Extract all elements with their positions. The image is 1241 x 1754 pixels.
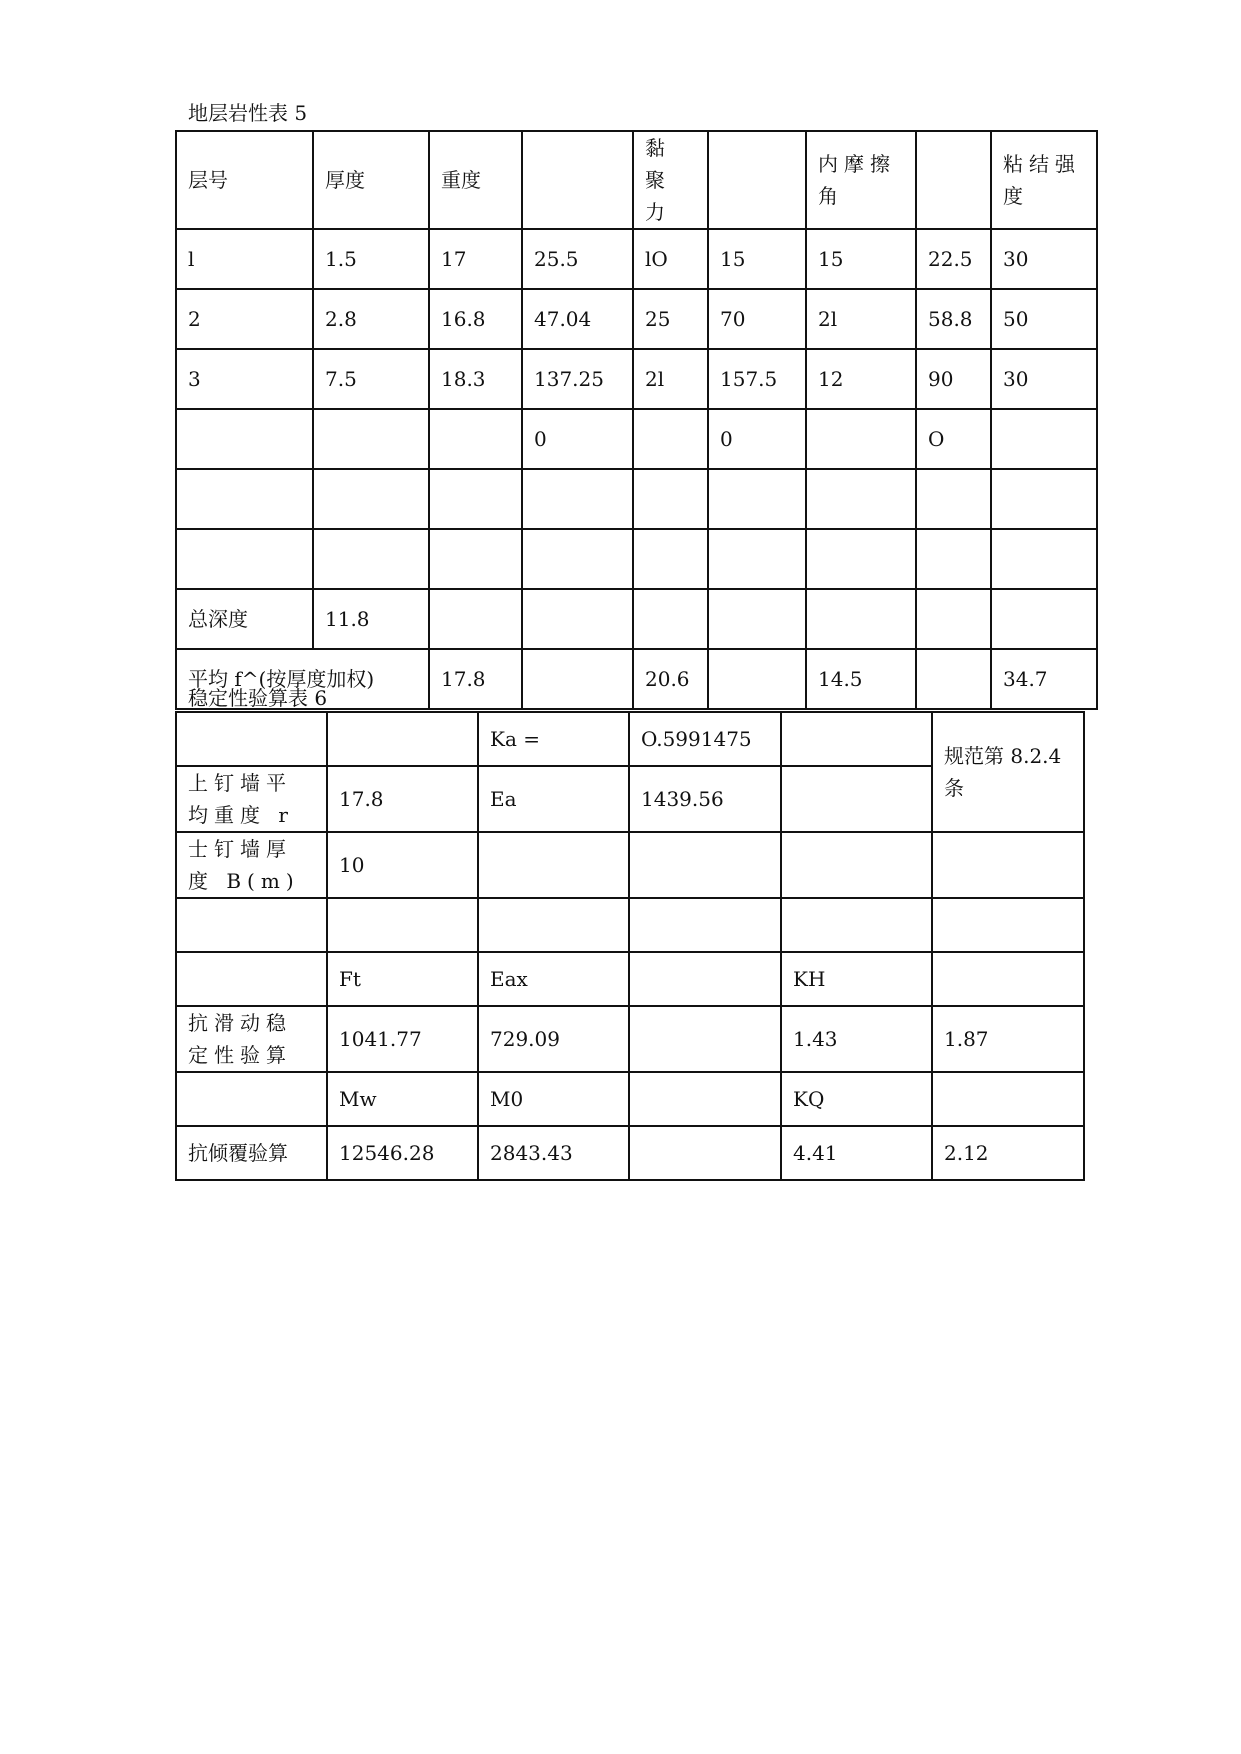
table-cell: 15 (708, 229, 806, 289)
table-cell: 3 (176, 349, 313, 409)
table-row (176, 832, 1084, 898)
table-cell: 30 (991, 349, 1097, 409)
header-cell: 黏聚力 (633, 131, 708, 229)
table-cell: 157.5 (708, 349, 806, 409)
table-cell (932, 1072, 1084, 1126)
table-cell (633, 469, 708, 529)
table-cell (429, 469, 522, 529)
table-cell: 22.5 (916, 229, 991, 289)
table-cell: 18.3 (429, 349, 522, 409)
table-cell (806, 589, 916, 649)
table-cell (633, 529, 708, 589)
header-cell (522, 131, 633, 229)
table-cell: 7.5 (313, 349, 429, 409)
table-cell: KQ (781, 1072, 932, 1126)
table-cell: 总深度 (176, 589, 313, 649)
table-cell: 4.41 (781, 1126, 932, 1180)
table-cell (478, 832, 629, 898)
header-cell: 内摩擦角 (806, 131, 916, 229)
table-row (176, 229, 1097, 289)
table-cell (708, 529, 806, 589)
table-cell: 抗倾覆验算 (176, 1126, 327, 1180)
table-cell: 12546.28 (327, 1126, 478, 1180)
table-cell: 729.09 (478, 1006, 629, 1072)
table-cell (429, 529, 522, 589)
table-cell: O (916, 409, 991, 469)
table-cell: Ft (327, 952, 478, 1006)
table-cell (313, 409, 429, 469)
table-cell: 2l (633, 349, 708, 409)
table-cell (478, 898, 629, 952)
table-cell: 70 (708, 289, 806, 349)
table-cell (916, 529, 991, 589)
table-cell (932, 952, 1084, 1006)
table-cell (313, 469, 429, 529)
table-cell (781, 898, 932, 952)
table-cell: Eax (478, 952, 629, 1006)
table-cell (629, 952, 781, 1006)
table-cell (429, 409, 522, 469)
table-row (176, 1006, 1084, 1072)
table-cell: 14.5 (806, 649, 916, 709)
table-cell (991, 589, 1097, 649)
table-row (176, 469, 1097, 529)
table-cell (708, 469, 806, 529)
table-cell: 30 (991, 229, 1097, 289)
table-cell: 34.7 (991, 649, 1097, 709)
table-cell: 2.12 (932, 1126, 1084, 1180)
table-cell (991, 469, 1097, 529)
table-cell (781, 766, 932, 832)
table-cell: 2l (806, 289, 916, 349)
table-cell: Ka = (478, 712, 629, 766)
table-cell (313, 529, 429, 589)
table-cell: 抗滑动稳定性验算 (176, 1006, 327, 1072)
header-cell: 粘结强度 (991, 131, 1097, 229)
table-row (176, 529, 1097, 589)
table-cell (176, 1072, 327, 1126)
table-cell (176, 712, 327, 766)
table-cell: 士钉墙厚度 B(m) (176, 832, 327, 898)
table-cell: Mw (327, 1072, 478, 1126)
table-cell (932, 898, 1084, 952)
table-cell: l (176, 229, 313, 289)
table-cell: 17.8 (327, 766, 478, 832)
table-cell (629, 1006, 781, 1072)
total-depth-row (176, 589, 1097, 649)
table-cell: 2843.43 (478, 1126, 629, 1180)
header-cell: 层号 (176, 131, 313, 229)
table-cell (916, 649, 991, 709)
table-cell (781, 832, 932, 898)
table-cell (176, 469, 313, 529)
header-cell: 厚度 (313, 131, 429, 229)
table-cell (429, 589, 522, 649)
table-cell: 1.5 (313, 229, 429, 289)
table-cell: 上钉墙平均重度 r (176, 766, 327, 832)
table-cell (781, 712, 932, 766)
table-cell (522, 589, 633, 649)
code-reference-note: 规范第 8.2.4 条 (932, 712, 1084, 832)
table-cell (522, 649, 633, 709)
table-cell: 15 (806, 229, 916, 289)
table-cell (629, 1126, 781, 1180)
table-cell: 16.8 (429, 289, 522, 349)
table-cell: 1041.77 (327, 1006, 478, 1072)
table-cell: 17.8 (429, 649, 522, 709)
table-cell (327, 712, 478, 766)
table-cell (806, 469, 916, 529)
table-cell (991, 529, 1097, 589)
table-cell (629, 1072, 781, 1126)
strata-lithology-table (175, 130, 1098, 710)
table-cell (522, 469, 633, 529)
table-cell: 1439.56 (629, 766, 781, 832)
table-cell (176, 409, 313, 469)
table-row (176, 712, 1084, 766)
table-cell (176, 952, 327, 1006)
table-cell: 10 (327, 832, 478, 898)
table-cell: Ea (478, 766, 629, 832)
table-cell: 0 (522, 409, 633, 469)
table-cell: KH (781, 952, 932, 1006)
table-cell: 2.8 (313, 289, 429, 349)
table-cell (327, 898, 478, 952)
table-cell (629, 832, 781, 898)
table-cell: 20.6 (633, 649, 708, 709)
table-row (176, 952, 1084, 1006)
header-cell (916, 131, 991, 229)
table-cell (991, 409, 1097, 469)
table-cell (176, 529, 313, 589)
table-cell: 11.8 (313, 589, 429, 649)
table-cell (176, 898, 327, 952)
table-cell: 25 (633, 289, 708, 349)
table-cell (708, 649, 806, 709)
table6-caption: 稳定性验算表 6 (188, 686, 328, 710)
stability-check-table (175, 711, 1085, 1181)
table-row (176, 898, 1084, 952)
table-cell: 50 (991, 289, 1097, 349)
table-row (176, 289, 1097, 349)
table-cell: 1.43 (781, 1006, 932, 1072)
table-cell (633, 589, 708, 649)
table-cell: 25.5 (522, 229, 633, 289)
table-cell: 平均 f^(按厚度加权) (176, 649, 429, 709)
table-cell (806, 409, 916, 469)
table-header-row (176, 131, 1097, 229)
header-cell: 重度 (429, 131, 522, 229)
table-cell (522, 529, 633, 589)
table-cell: 12 (806, 349, 916, 409)
table-cell (916, 469, 991, 529)
table-cell: 137.25 (522, 349, 633, 409)
table-cell (932, 832, 1084, 898)
table-row (176, 349, 1097, 409)
header-cell (708, 131, 806, 229)
table-row (176, 1072, 1084, 1126)
table-cell: 58.8 (916, 289, 991, 349)
table-cell (806, 529, 916, 589)
table-cell: O.5991475 (629, 712, 781, 766)
table-cell: 2 (176, 289, 313, 349)
table-cell: lO (633, 229, 708, 289)
table-cell (633, 409, 708, 469)
table-cell: 1.87 (932, 1006, 1084, 1072)
table-cell: 90 (916, 349, 991, 409)
table-cell (916, 589, 991, 649)
table-cell: 47.04 (522, 289, 633, 349)
table-row (176, 1126, 1084, 1180)
table-cell (708, 589, 806, 649)
table5-caption: 地层岩性表 5 (188, 101, 308, 125)
table-cell: 17 (429, 229, 522, 289)
table-row (176, 409, 1097, 469)
table-cell: M0 (478, 1072, 629, 1126)
table-cell (629, 898, 781, 952)
table-cell: 0 (708, 409, 806, 469)
